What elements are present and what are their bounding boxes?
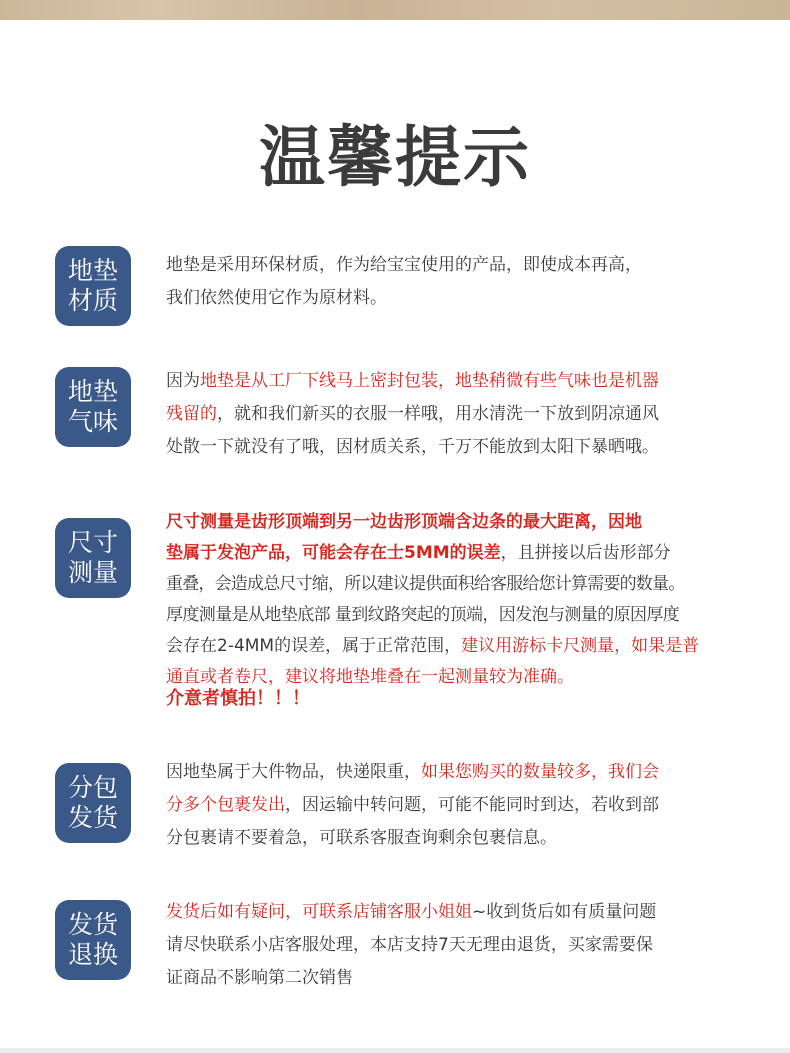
text-line [166, 929, 766, 962]
badge-line: 分包 [67, 773, 118, 802]
badge-returns [55, 900, 131, 980]
text-line [166, 631, 776, 662]
text-line [166, 431, 766, 464]
bottom-divider [0, 1048, 790, 1053]
page-title: 温馨提示 [259, 119, 531, 196]
text-run-red: 建议用游标卡尺测量，如果是普 [461, 636, 700, 656]
text-line [166, 896, 766, 929]
text-line [166, 249, 766, 282]
text-line [166, 822, 766, 855]
warning-text: 介意者慎拍！！！ [166, 688, 310, 709]
section-text [166, 896, 766, 995]
text-run: ，就和我们新买的衣服一样哦，用水清洗一下放到阴凉通风 [217, 404, 659, 424]
badge-line: 尺寸 [67, 528, 118, 557]
text-line [166, 398, 766, 431]
section-text [166, 756, 766, 855]
text-run: 因为 [166, 371, 200, 391]
text-run-red: 通直或者卷尺，建议将地垫堆叠在一起测量较为准确。 [166, 667, 574, 687]
text-run: ，且拼接以后齿形部分 [500, 543, 671, 563]
text-run: 证商品不影响第二次销售 [166, 968, 353, 988]
text-run: 请尽快联系小店客服处理，本店支持7天无理由退货，买家需要保 [166, 935, 653, 955]
text-line [166, 507, 776, 538]
text-line [166, 756, 766, 789]
text-run-red: 残留的 [166, 404, 217, 424]
text-run: ，因运输中转问题，可能不能同时到达，若收到部 [285, 795, 659, 815]
text-run: ~收到货后如有质量问题 [472, 902, 657, 922]
text-line [166, 282, 766, 315]
wood-texture-strip [0, 0, 790, 20]
text-run: 因地垫属于大件物品，快递限重， [166, 762, 421, 782]
text-line [166, 569, 776, 600]
badge-split-shipping [55, 763, 131, 843]
badge-line: 材质 [67, 286, 118, 315]
text-run: 厚度测量是从地垫底部 量到纹路突起的顶端，因发泡与测量的原因厚度 [166, 605, 680, 625]
text-line [166, 789, 766, 822]
section-text [166, 507, 776, 693]
text-run-red: 分多个包裹发出 [166, 795, 285, 815]
text-run-red: 如果您购买的数量较多，我们会 [421, 762, 659, 782]
text-line [166, 600, 776, 631]
badge-size [55, 518, 131, 598]
text-run: 地垫是采用环保材质，作为给宝宝使用的产品，即使成本再高， [166, 255, 642, 275]
badge-material [55, 246, 131, 326]
badge-line: 地垫 [67, 256, 118, 285]
badge-line: 气味 [67, 407, 118, 436]
text-run-red: 垫属于发泡产品，可能会存在士5MM的误差 [166, 543, 501, 563]
text-run: 重叠，会造成总尺寸缩，所以建议提供面积给客服给您计算需要的数量。 [166, 574, 685, 594]
text-run-red: 地垫是从工厂下线马上密封包装，地垫稍微有些气味也是机器 [200, 371, 659, 391]
badge-line: 发货 [67, 910, 118, 939]
text-run-red: 发货后如有疑问，可联系店铺客服小姐姐 [166, 902, 472, 922]
text-line [166, 962, 766, 995]
badge-line: 退换 [67, 940, 118, 969]
badge-line: 测量 [67, 558, 118, 587]
text-run: 我们依然使用它作为原材料。 [166, 288, 387, 308]
badge-line: 发货 [67, 803, 118, 832]
section-text [166, 249, 766, 315]
text-run: 会存在2-4MM的误差，属于正常范围， [166, 636, 462, 656]
text-line [166, 365, 766, 398]
text-run-red: 尺寸测量是齿形顶端到另一边齿形顶端含边条的最大距离，因地 [166, 512, 642, 532]
badge-line: 地垫 [67, 377, 118, 406]
section-text [166, 365, 766, 464]
text-run: 处散一下就没有了哦，因材质关系，千万不能放到太阳下暴晒哦。 [166, 437, 659, 457]
text-run: 分包裹请不要着急，可联系客服查询剩余包裹信息。 [166, 828, 557, 848]
text-line [166, 538, 776, 569]
badge-smell [55, 367, 131, 447]
